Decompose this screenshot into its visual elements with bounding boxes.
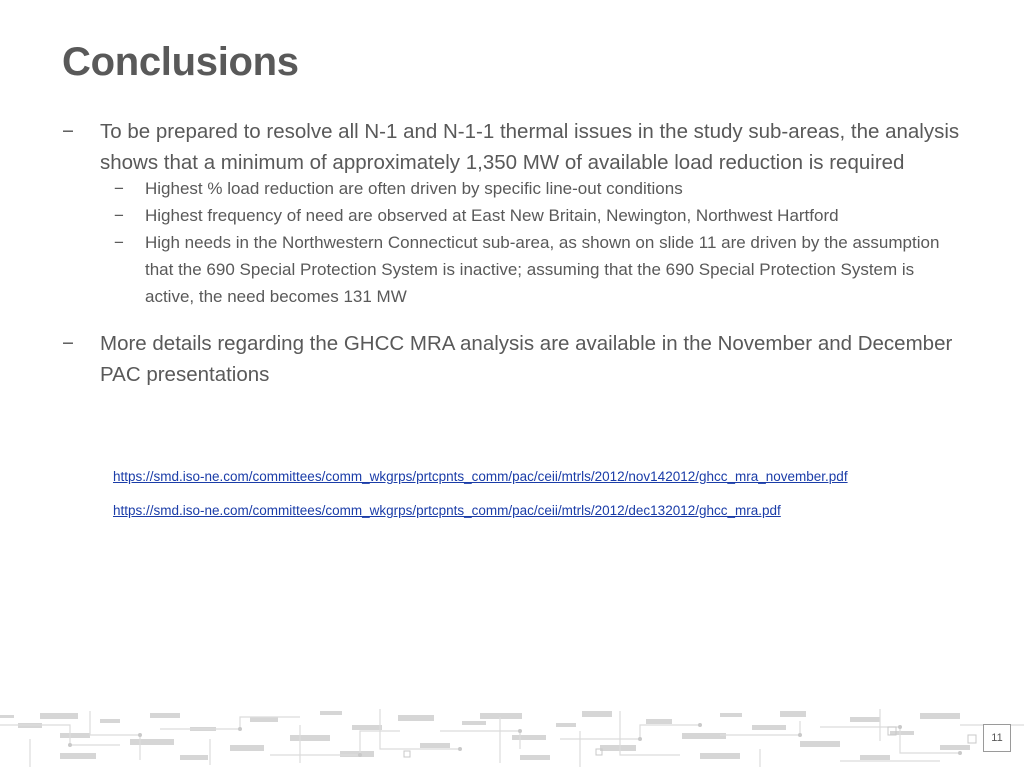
- bullet-marker: −: [62, 332, 74, 355]
- footer-circuit-pattern: [0, 705, 1024, 768]
- sub-bullet-text: Highest % load reduction are often driven by specific line-out conditions: [145, 179, 683, 198]
- sub-bullet-northwestern-ct: [62, 229, 962, 310]
- slide-title: Conclusions: [62, 40, 299, 84]
- sub-bullet-marker: −: [114, 206, 124, 225]
- sub-bullet-list: [62, 175, 962, 310]
- sub-bullet-text: High needs in the Northwestern Connecticut sub-area, as shown on slide 11 are driven by the assumption that the 690 Special Protection System is inactive; assuming that the 690 Special Protection System is active, the need becomes 131 MW: [145, 233, 940, 306]
- link-november-presentation[interactable]: https://smd.iso-ne.com/committees/comm_wkgrps/prtcpnts_comm/pac/ceii/mtrls/2012/nov142012/ghcc_mra_november.pdf: [113, 469, 848, 484]
- sub-bullet-line-out: [62, 175, 962, 202]
- bullet-more-details: [62, 328, 962, 390]
- bullet-text: More details regarding the GHCC MRA analysis are available in the November and December PAC presentations: [100, 332, 953, 386]
- bullet-load-reduction: [62, 116, 962, 178]
- bullet-text: To be prepared to resolve all N-1 and N-1-1 thermal issues in the study sub-areas, the analysis shows that a minimum of approximately 1,350 MW of available load reduction is required: [100, 120, 960, 174]
- sub-bullet-marker: −: [114, 179, 124, 198]
- bullet-marker: −: [62, 120, 74, 143]
- sub-bullet-text: Highest frequency of need are observed at East New Britain, Newington, Northwest Hartford: [145, 206, 839, 225]
- sub-bullet-frequency: [62, 202, 962, 229]
- link-december-presentation[interactable]: https://smd.iso-ne.com/committees/comm_wkgrps/prtcpnts_comm/pac/ceii/mtrls/2012/dec132012/ghcc_mra.pdf: [113, 503, 781, 518]
- page-number: 11: [983, 724, 1011, 752]
- slide-body: [62, 116, 962, 390]
- sub-bullet-marker: −: [114, 233, 124, 252]
- reference-links: [113, 467, 993, 521]
